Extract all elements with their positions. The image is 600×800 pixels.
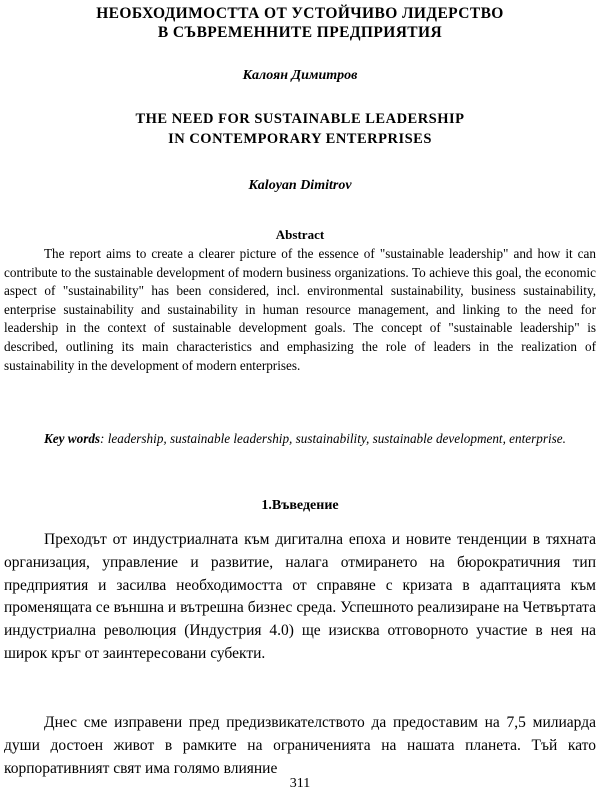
title-bulgarian <box>0 4 600 42</box>
keywords <box>4 430 596 449</box>
title-english-line2: IN CONTEMPORARY ENTERPRISES <box>168 131 432 147</box>
keywords-label: Key words <box>44 431 101 446</box>
title-bulgarian-line1: НЕОБХОДИМОСТТА ОТ УСТОЙЧИВО ЛИДЕРСТВО <box>96 5 504 22</box>
title-english-line1: THE NEED FOR SUSTAINABLE LEADERSHIP <box>135 111 465 127</box>
keywords-text: : leadership, sustainable leadership, sustainability, sustainable development, enterprise. <box>100 431 566 446</box>
title-bulgarian-line2: В СЪВРЕМЕННИТЕ ПРЕДПРИЯТИЯ <box>157 24 443 41</box>
body-paragraph-1: Преходът от индустриалната към дигитална епоха и новите тенденции в тяхната организация, управление и развитие, налага отмирането на бюрократичния тип предприятия и засилва необходимостта от справяне с кризата в адаптацията към променящата се външна и вътрешна бизнес среда. Успешното реализиране на Четвъртата индустриална революция (Индустрия 4.0) ще изисква отговорното участие в нея на широк кръг от заинтересовани субекти. <box>4 531 596 662</box>
author-bulgarian: Калоян Димитров <box>242 68 358 83</box>
author-english: Kaloyan Dimitrov <box>248 178 352 193</box>
abstract-heading: Abstract <box>275 227 325 242</box>
title-english <box>0 109 600 149</box>
body-paragraph-2: Днес сме изправени пред предизвикателството да предоставим на 7,5 милиарда души достоен живот в рамките на ограниченията на нашата планета. Тъй като корпоративният свят има голямо влияние <box>4 714 596 777</box>
page-number: 311 <box>289 776 311 791</box>
abstract-text: The report aims to create a clearer picture of the essence of "sustainable leadership" and how it can contribute to the sustainable development of modern business organizations. To achieve this goal, the economic aspect of "sustainability" has been considered, incl. environmental sustainability, business sustainability, enterprise sustainability and sustainability in human resource management, and linking to the need for leadership in the context of sustainable development goals. The concept of "sustainable leadership" is described, outlining its main characteristics and emphasizing the role of leaders in the realization of sustainability in the development of modern enterprises. <box>4 246 596 373</box>
section-heading: 1.Въведение <box>261 498 339 513</box>
